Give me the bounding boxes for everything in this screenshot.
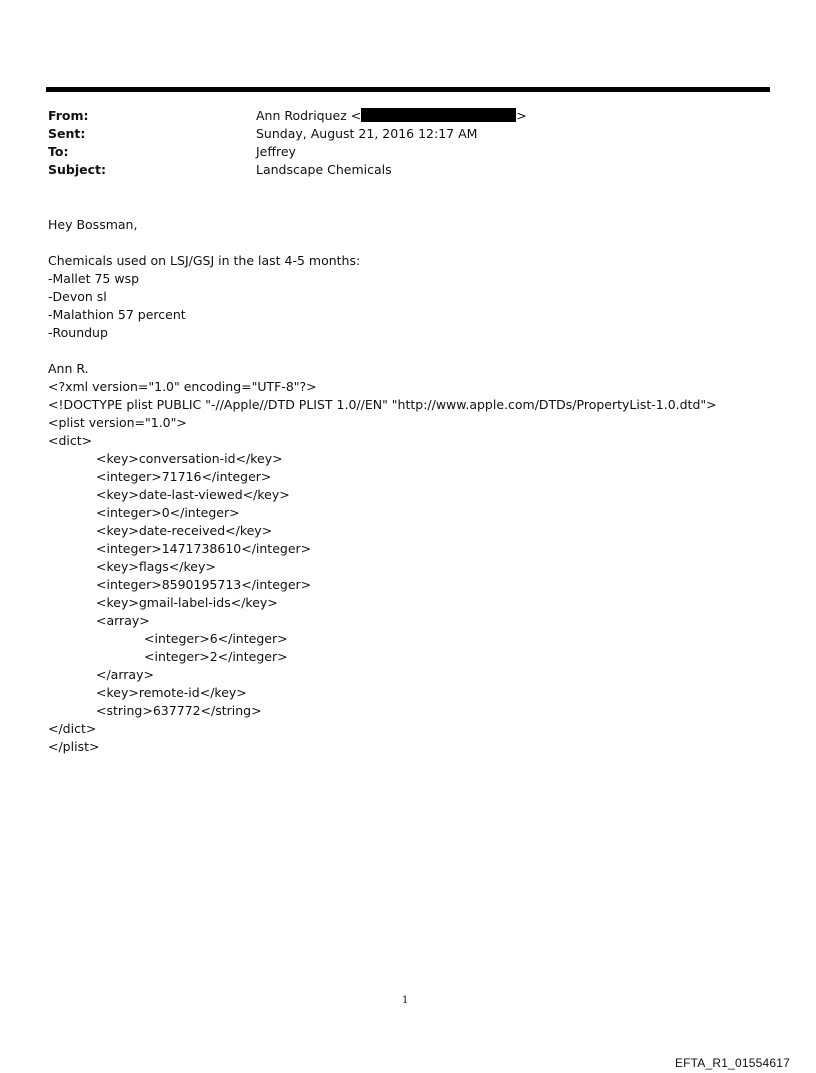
greeting: Hey Bossman, <box>48 217 138 232</box>
array-item: <integer>6</integer> <box>144 631 288 646</box>
document-id: EFTA_R1_01554617 <box>674 1056 790 1070</box>
plist-value: <integer>0</integer> <box>96 505 240 520</box>
sender-name: Ann Rodriquez < <box>256 108 362 123</box>
array-item: <integer>2</integer> <box>144 649 288 664</box>
plist-key: <key>gmail-label-ids</key> <box>96 595 278 610</box>
to-value: Jeffrey <box>256 144 296 159</box>
array-open: <array> <box>96 613 150 628</box>
subject-value: Landscape Chemicals <box>256 162 392 177</box>
sent-label: Sent: <box>48 126 86 141</box>
subject-label: Subject: <box>48 162 106 177</box>
dict-close: </dict> <box>48 721 97 736</box>
chemical-item: -Roundup <box>48 325 108 340</box>
from-row <box>48 107 748 125</box>
subject-row <box>48 161 748 179</box>
email-header <box>48 107 748 179</box>
to-row <box>48 143 748 161</box>
plist-value: <integer>1471738610</integer> <box>96 541 312 556</box>
plist-key: <key>date-last-viewed</key> <box>96 487 290 502</box>
plist-value: <integer>71716</integer> <box>96 469 272 484</box>
signature: Ann R. <box>48 361 89 376</box>
plist-key: <key>flags</key> <box>96 559 216 574</box>
plist-close: </plist> <box>48 739 100 754</box>
redaction-block <box>361 108 516 122</box>
sent-row <box>48 125 748 143</box>
plist-key: <key>conversation-id</key> <box>96 451 283 466</box>
plist-key: <key>date-received</key> <box>96 523 273 538</box>
plist-open: <plist version="1.0"> <box>48 415 187 430</box>
chemical-item: -Malathion 57 percent <box>48 307 186 322</box>
from-label: From: <box>48 108 89 123</box>
chemical-item: -Devon sl <box>48 289 107 304</box>
dict-open: <dict> <box>48 433 93 448</box>
plist-doctype: <!DOCTYPE plist PUBLIC "-//Apple//DTD PLIST 1.0//EN" "http://www.apple.com/DTDs/PropertyList-1.0.dtd"> <box>48 397 717 412</box>
plist-xml-declaration: <?xml version="1.0" encoding="UTF-8"?> <box>48 379 317 394</box>
from-value <box>256 107 527 125</box>
header-rule <box>46 87 770 92</box>
plist-key: <key>remote-id</key> <box>96 685 247 700</box>
chemical-item: -Mallet 75 wsp <box>48 271 140 286</box>
sent-value: Sunday, August 21, 2016 12:17 AM <box>256 126 478 141</box>
array-close: </array> <box>96 667 154 682</box>
plist-value: <integer>8590195713</integer> <box>96 577 312 592</box>
to-label: To: <box>48 144 69 159</box>
sender-bracket-close: > <box>516 108 527 123</box>
page-number: 1 <box>402 995 409 1006</box>
plist-value: <string>637772</string> <box>96 703 262 718</box>
intro-line: Chemicals used on LSJ/GSJ in the last 4-5 months: <box>48 253 361 268</box>
email-body <box>48 216 788 756</box>
